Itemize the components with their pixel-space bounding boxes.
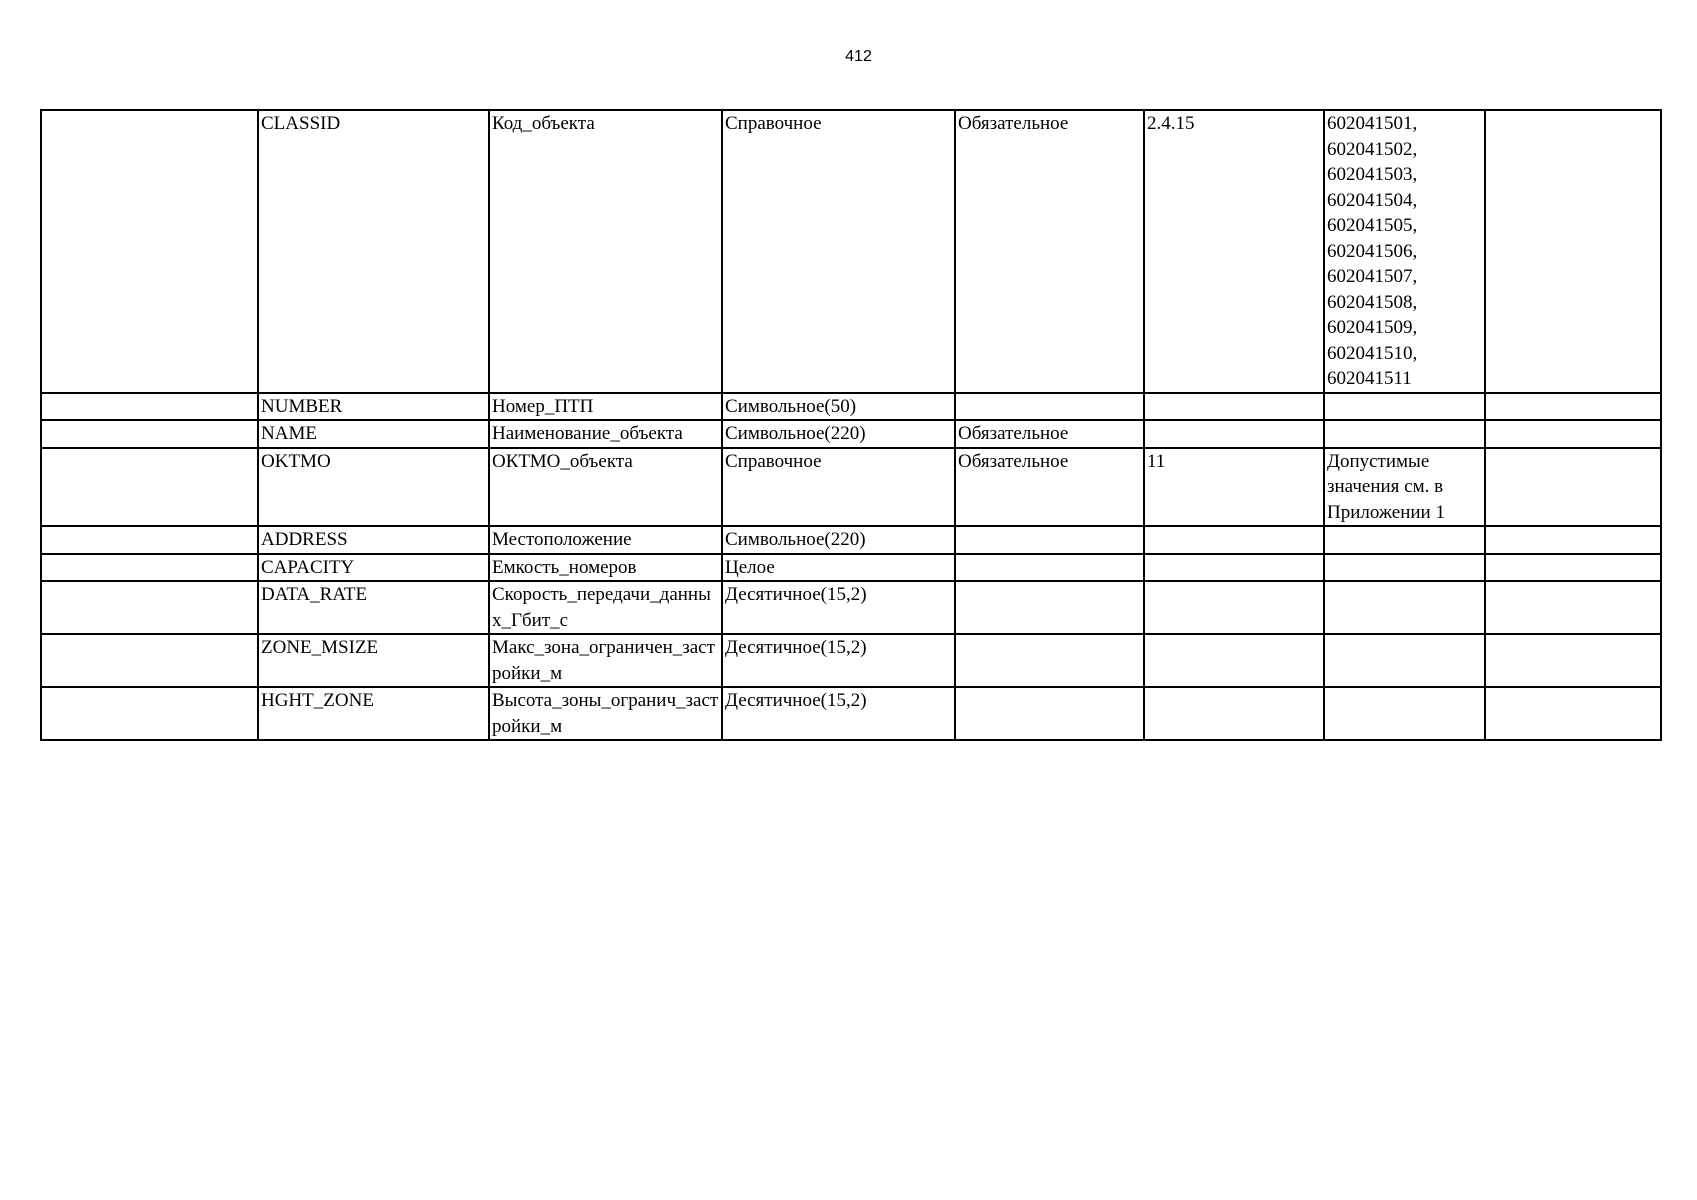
field-type-cell: Символьное(220) bbox=[722, 526, 955, 554]
field-reference-cell bbox=[1144, 581, 1324, 634]
field-type-cell: Справочное bbox=[722, 110, 955, 393]
field-required-cell bbox=[955, 526, 1144, 554]
field-name-cell: DATA_RATE bbox=[258, 581, 489, 634]
page-number: 412 bbox=[845, 48, 872, 65]
field-required-cell: Обязательное bbox=[955, 110, 1144, 393]
field-type-cell: Десятичное(15,2) bbox=[722, 687, 955, 740]
field-required-cell bbox=[955, 687, 1144, 740]
table-cell bbox=[41, 581, 258, 634]
table-cell bbox=[41, 448, 258, 527]
field-name-cell: ADDRESS bbox=[258, 526, 489, 554]
field-name-cell: CLASSID bbox=[258, 110, 489, 393]
table-cell bbox=[1485, 448, 1661, 527]
field-reference-cell: 11 bbox=[1144, 448, 1324, 527]
field-type-cell: Символьное(220) bbox=[722, 420, 955, 448]
table-cell bbox=[1485, 634, 1661, 687]
field-alias-cell: Емкость_номеров bbox=[489, 554, 722, 582]
field-alias-cell: ОКТМО_объекта bbox=[489, 448, 722, 527]
field-required-cell: Обязательное bbox=[955, 420, 1144, 448]
field-reference-cell bbox=[1144, 554, 1324, 582]
field-reference-cell bbox=[1144, 393, 1324, 421]
table-row bbox=[41, 554, 1661, 582]
field-reference-cell: 2.4.15 bbox=[1144, 110, 1324, 393]
table-cell bbox=[1485, 581, 1661, 634]
field-values-cell bbox=[1324, 526, 1485, 554]
field-values-cell bbox=[1324, 420, 1485, 448]
field-name-cell: ZONE_MSIZE bbox=[258, 634, 489, 687]
field-required-cell bbox=[955, 581, 1144, 634]
field-name-cell: CAPACITY bbox=[258, 554, 489, 582]
field-reference-cell bbox=[1144, 687, 1324, 740]
field-reference-cell bbox=[1144, 420, 1324, 448]
table-row bbox=[41, 393, 1661, 421]
field-name-cell: NAME bbox=[258, 420, 489, 448]
field-alias-cell: Макс_зона_ограничен_застройки_м bbox=[489, 634, 722, 687]
field-type-cell: Справочное bbox=[722, 448, 955, 527]
table-cell bbox=[41, 526, 258, 554]
field-values-cell bbox=[1324, 634, 1485, 687]
table-row bbox=[41, 448, 1661, 527]
table-row bbox=[41, 687, 1661, 740]
field-alias-cell: Наименование_объекта bbox=[489, 420, 722, 448]
table-row bbox=[41, 581, 1661, 634]
table-cell bbox=[41, 634, 258, 687]
field-values-cell bbox=[1324, 393, 1485, 421]
field-type-cell: Целое bbox=[722, 554, 955, 582]
field-values-cell bbox=[1324, 581, 1485, 634]
table-row bbox=[41, 420, 1661, 448]
table-cell bbox=[1485, 420, 1661, 448]
table-cell bbox=[1485, 526, 1661, 554]
field-values-cell bbox=[1324, 554, 1485, 582]
table-cell bbox=[41, 687, 258, 740]
field-type-cell: Символьное(50) bbox=[722, 393, 955, 421]
table-cell bbox=[1485, 687, 1661, 740]
field-name-cell: OKTMO bbox=[258, 448, 489, 527]
field-alias-cell: Номер_ПТП bbox=[489, 393, 722, 421]
field-reference-cell bbox=[1144, 526, 1324, 554]
table-row bbox=[41, 110, 1661, 393]
field-required-cell bbox=[955, 554, 1144, 582]
field-name-cell: NUMBER bbox=[258, 393, 489, 421]
field-required-cell: Обязательное bbox=[955, 448, 1144, 527]
table-row bbox=[41, 634, 1661, 687]
field-alias-cell: Код_объекта bbox=[489, 110, 722, 393]
field-name-cell: HGHT_ZONE bbox=[258, 687, 489, 740]
field-type-cell: Десятичное(15,2) bbox=[722, 634, 955, 687]
field-alias-cell: Местоположение bbox=[489, 526, 722, 554]
table-cell bbox=[41, 554, 258, 582]
table-row bbox=[41, 526, 1661, 554]
table-cell bbox=[1485, 393, 1661, 421]
field-required-cell bbox=[955, 393, 1144, 421]
field-reference-cell bbox=[1144, 634, 1324, 687]
field-values-cell: Допустимые значения см. в Приложении 1 bbox=[1324, 448, 1485, 527]
field-alias-cell: Скорость_передачи_данных_Гбит_с bbox=[489, 581, 722, 634]
table-cell bbox=[41, 110, 258, 393]
table-cell bbox=[41, 420, 258, 448]
table-cell bbox=[1485, 554, 1661, 582]
field-required-cell bbox=[955, 634, 1144, 687]
field-values-cell bbox=[1324, 687, 1485, 740]
table-cell bbox=[1485, 110, 1661, 393]
field-type-cell: Десятичное(15,2) bbox=[722, 581, 955, 634]
attribute-table bbox=[40, 109, 1662, 741]
table-cell bbox=[41, 393, 258, 421]
field-alias-cell: Высота_зоны_огранич_застройки_м bbox=[489, 687, 722, 740]
field-values-cell: 602041501, 602041502, 602041503, 602041504, 602041505, 602041506, 602041507, 602041508, 602041509, 602041510, 602041511 bbox=[1324, 110, 1485, 393]
